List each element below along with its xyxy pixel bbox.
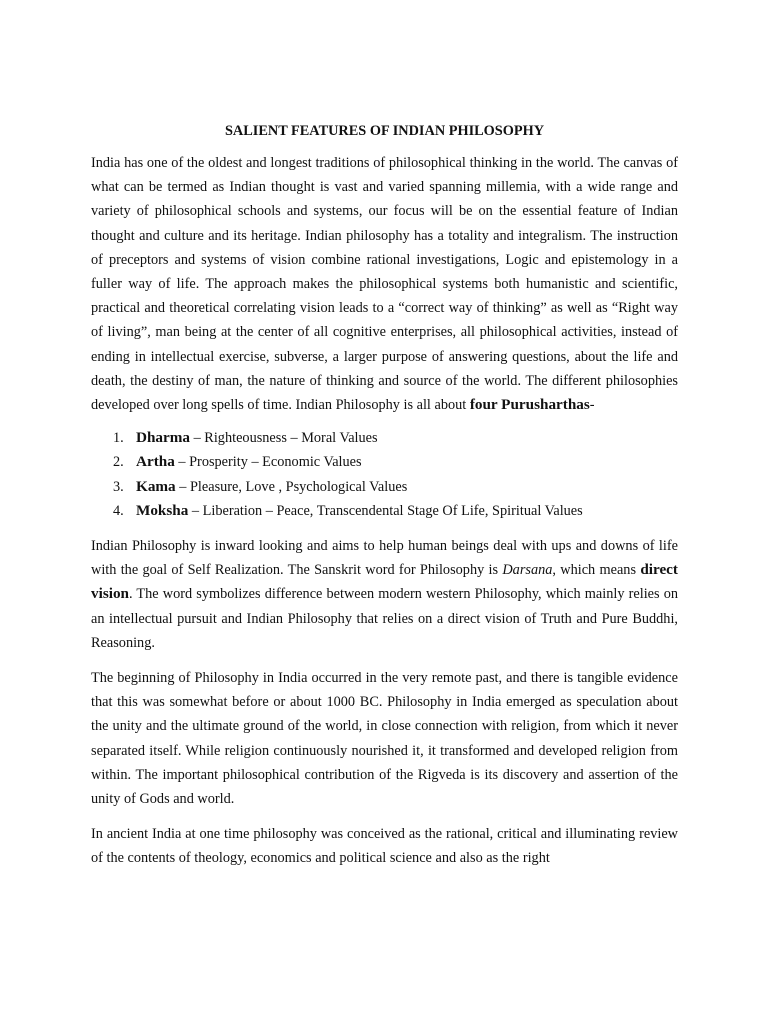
- list-desc: – Prosperity – Economic Values: [174, 454, 362, 471]
- list-number: 1.: [113, 430, 124, 447]
- list-desc: – Pleasure, Love , Psychological Values: [175, 478, 408, 495]
- list-desc: – Liberation – Peace, Transcendental Stage Of Life, Spiritual Values: [188, 502, 583, 519]
- darsana-part2: , which means: [552, 562, 641, 579]
- darsana-part3: . The word symbolizes difference between modern western Philosophy, which mainly relies on an intellectual pursuit and Indian Philosophy that relies on a direct vision of Truth and Pure Buddhi, Reasoning.: [91, 586, 678, 651]
- list-desc: – Righteousness – Moral Values: [190, 430, 378, 447]
- darsana-bold-term: direct vision: [91, 561, 678, 603]
- ancient-paragraph: In ancient India at one time philosophy was conceived as the rational, critical and illuminating review of the contents of theology, economics and political science and also as the right: [91, 826, 678, 867]
- document-page: [91, 122, 678, 871]
- list-term: Moksha: [136, 501, 189, 519]
- list-item: [91, 450, 678, 474]
- intro-text: India has one of the oldest and longest traditions of philosophical thinking in the world. The canvas of what can be termed as Indian thought is vast and varied spanning millemia, with a wide range and variety of philosophical schools and systems, our focus will be on the essential feature of Indian thought and culture and its heritage. Indian philosophy has a totality and integralism. The instruction of preceptors and systems of vision combine rational investigations, Logic and epistemology in a fuller way of life. The approach makes the philosophical systems both humanistic and scientific, practical and theoretical correlating vision leads to a “correct way of thinking” as well as “Right way of living”, man being at the center of all cognitive enterprises, all philosophical activities, instead of ending in intellectual exercise, subverse, a larger purpose of answering questions, about the life and death, the destiny of man, the nature of thinking and source of the world. The different philosophies developed over long spells of time. Indian Philosophy is all about: [91, 155, 678, 414]
- list-term: Kama: [136, 477, 176, 495]
- list-term: Artha: [136, 453, 175, 471]
- list-item: [91, 426, 678, 450]
- document-title: SALIENT FEATURES OF INDIAN PHILOSOPHY: [224, 123, 545, 139]
- intro-paragraph: [91, 151, 678, 417]
- list-number: 3.: [113, 478, 124, 495]
- beginning-paragraph: The beginning of Philosophy in India occurred in the very remote past, and there is tangible evidence that this was somewhat before or about 1000 BC. Philosophy in India emerged as speculation about the unity and the ultimate ground of the world, in close connection with religion, from which it never separated itself. While religion continuously nourished it, it transformed and developed religion from within. The important philosophical contribution of the Rigveda is its discovery and assertion of the unity of Gods and world.: [91, 670, 678, 808]
- list-term: Dharma: [136, 429, 190, 447]
- list-number: 4.: [113, 502, 124, 519]
- list-item: [91, 475, 678, 499]
- list-number: 2.: [113, 454, 124, 471]
- darsana-paragraph: [91, 534, 678, 655]
- darsana-part1: Indian Philosophy is inward looking and aims to help human beings deal with ups and downs of life with the goal of Self Realization. The Sanskrit word for Philosophy is: [91, 538, 678, 579]
- darsana-italic-term: Darsana: [502, 562, 553, 579]
- intro-bold-term: four Purusharthas: [469, 396, 590, 414]
- list-item: [91, 499, 678, 523]
- purusharthas-list: [91, 426, 678, 523]
- intro-tail: -: [589, 397, 595, 414]
